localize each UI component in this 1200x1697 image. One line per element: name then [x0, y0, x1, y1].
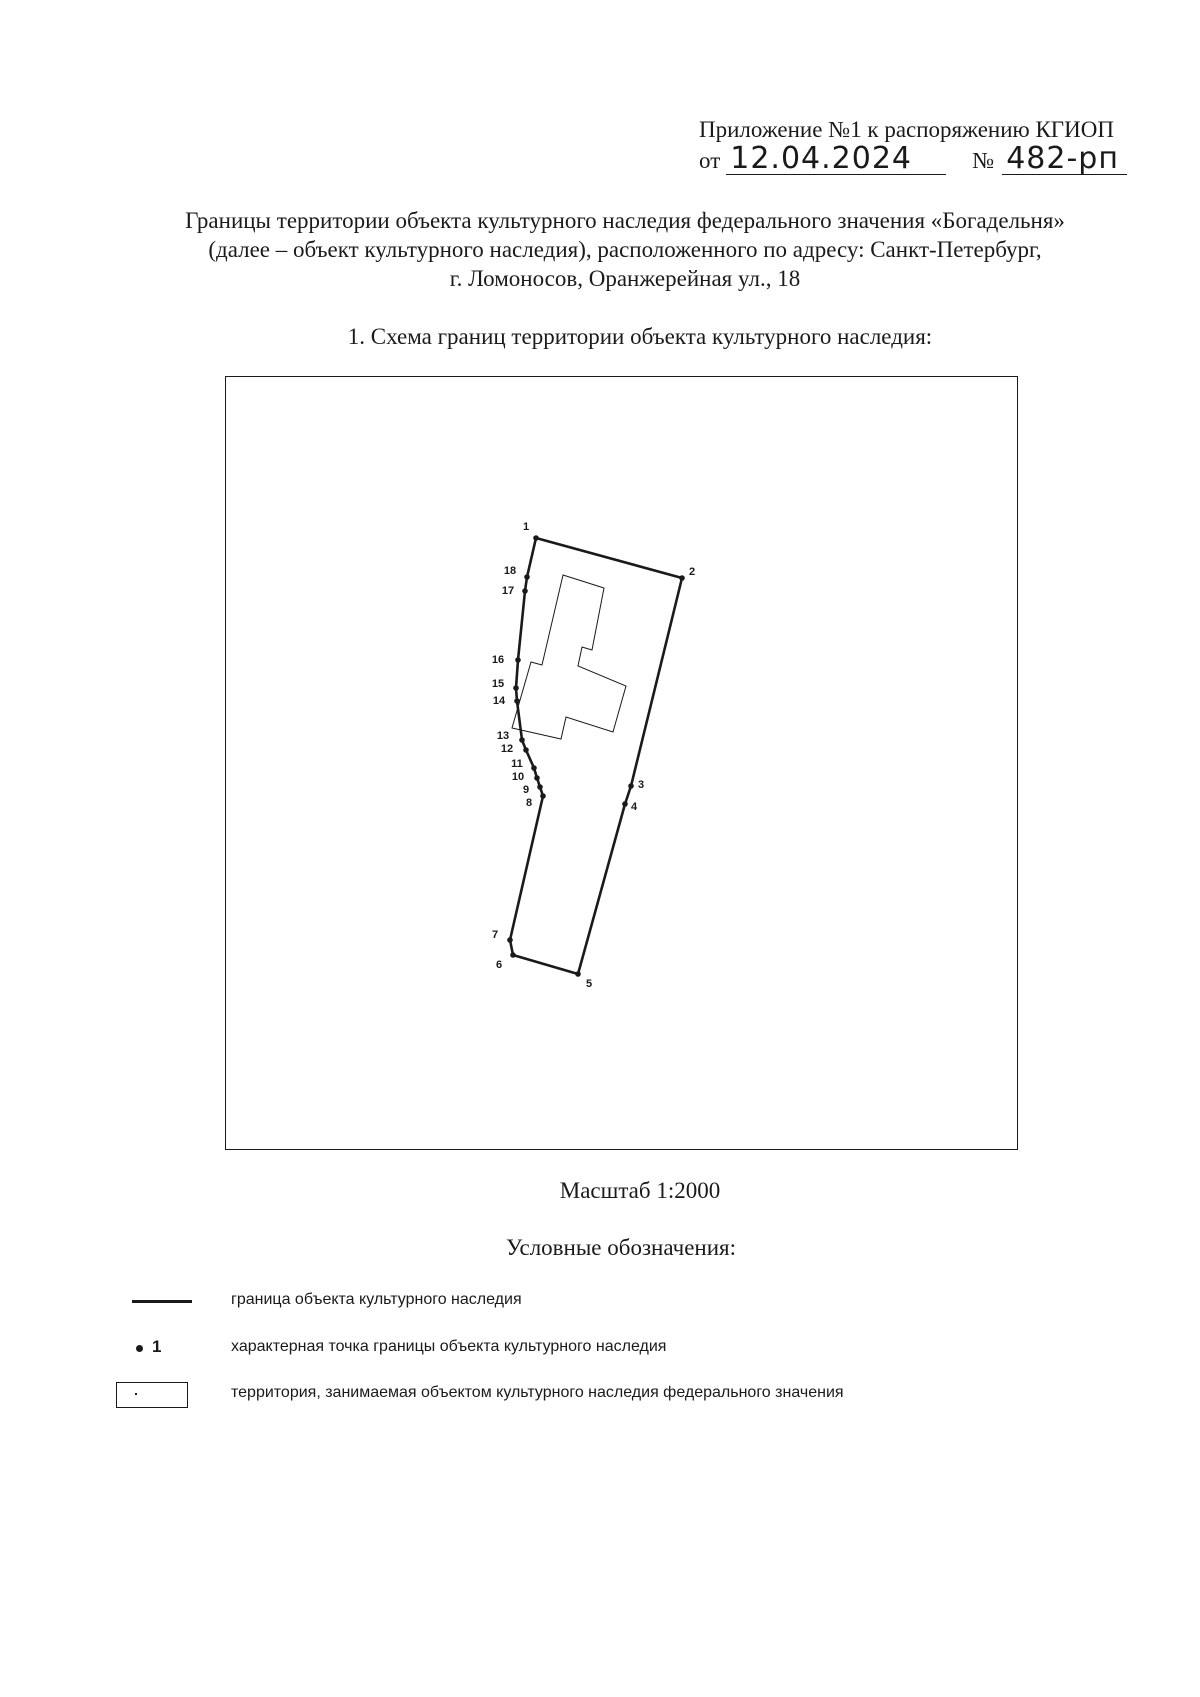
boundary-line-symbol [110, 1287, 200, 1317]
boundary-point-label: 8 [525, 797, 533, 809]
legend-title: Условные обозначения: [505, 1235, 737, 1260]
boundary-point-15 [513, 685, 519, 691]
boundary-scheme-map [225, 376, 1018, 1150]
boundary-point-2 [679, 575, 685, 581]
boundary-point-17 [522, 588, 528, 594]
boundary-point-14 [514, 698, 520, 704]
boundary-point-8 [540, 793, 546, 799]
legend-item-area [0, 1380, 1200, 1410]
boundary-point-label: 10 [511, 771, 525, 783]
boundary-map-svg [226, 377, 1019, 1151]
boundary-point-16 [515, 657, 521, 663]
boundary-point-label: 16 [491, 654, 505, 666]
boundary-point-11 [531, 765, 537, 771]
boundary-point-label: 15 [491, 678, 505, 690]
legend-item-point [0, 1334, 1200, 1364]
boundary-point-symbol [110, 1334, 200, 1364]
boundary-point-13 [519, 737, 525, 743]
boundary-point-18 [524, 574, 530, 580]
boundary-point-1 [533, 535, 539, 541]
boundary-point-label: 2 [689, 566, 696, 578]
appendix-reference: Приложение №1 к распоряжению КГИОП [699, 117, 1114, 142]
boundary-point-label: 18 [503, 565, 517, 577]
boundary-point-label: 1 [522, 521, 530, 533]
legend-text-point: характерная точка границы объекта культурного наследия [231, 1338, 667, 1355]
boundary-point-label: 17 [501, 585, 515, 597]
title-line-3: г. Ломоносов, Оранжерейная ул., 18 [449, 266, 801, 291]
territory-area-symbol [110, 1380, 200, 1410]
boundary-point-label: 11 [511, 758, 523, 770]
boundary-point-label: 4 [631, 801, 638, 813]
document-title [60, 206, 1190, 293]
title-line-1: Границы территории объекта культурного наследия федерального значения «Богадельня» [185, 208, 1065, 233]
boundary-point-label: 12 [500, 743, 514, 755]
boundary-point-3 [628, 783, 634, 789]
point-symbol-label: 1 [152, 1337, 162, 1356]
boundary-point-12 [523, 747, 529, 753]
title-line-2: (далее – объект культурного наследия), расположенного по адресу: Санкт-Петербург, [208, 237, 1042, 262]
boundary-point-label: 13 [496, 730, 510, 742]
legend-text-area: территория, занимаемая объектом культурного наследия федерального значения [231, 1384, 844, 1401]
number-label: № [972, 148, 995, 173]
boundary-point-label: 14 [492, 695, 506, 707]
legend-item-boundary [0, 1287, 1200, 1317]
boundary-point-label: 3 [638, 779, 645, 791]
boundary-point-9 [537, 784, 543, 790]
heritage-building-footprint [512, 575, 626, 739]
boundary-point-5 [575, 971, 581, 977]
boundary-point-label: 7 [491, 929, 499, 941]
boundary-point-7 [507, 937, 513, 943]
boundary-point-4 [622, 801, 628, 807]
boundary-point-6 [510, 952, 516, 958]
order-number: 482-рп [1002, 144, 1127, 175]
boundary-point-label: 5 [586, 978, 593, 990]
boundary-point-label: 9 [522, 784, 530, 796]
section-heading: 1. Схема границ территории объекта культурного наследия: [347, 324, 933, 349]
map-scale: Масштаб 1:2000 [559, 1178, 721, 1203]
heritage-boundary-line [510, 538, 682, 974]
order-date-number-line [699, 141, 1169, 176]
legend-text-boundary: граница объекта культурного наследия [231, 1291, 522, 1308]
boundary-point-label: 6 [495, 959, 503, 971]
from-label: от [699, 148, 721, 173]
boundary-point-10 [534, 775, 540, 781]
appendix-header [699, 116, 1169, 175]
order-date: 12.04.2024 [726, 144, 946, 175]
